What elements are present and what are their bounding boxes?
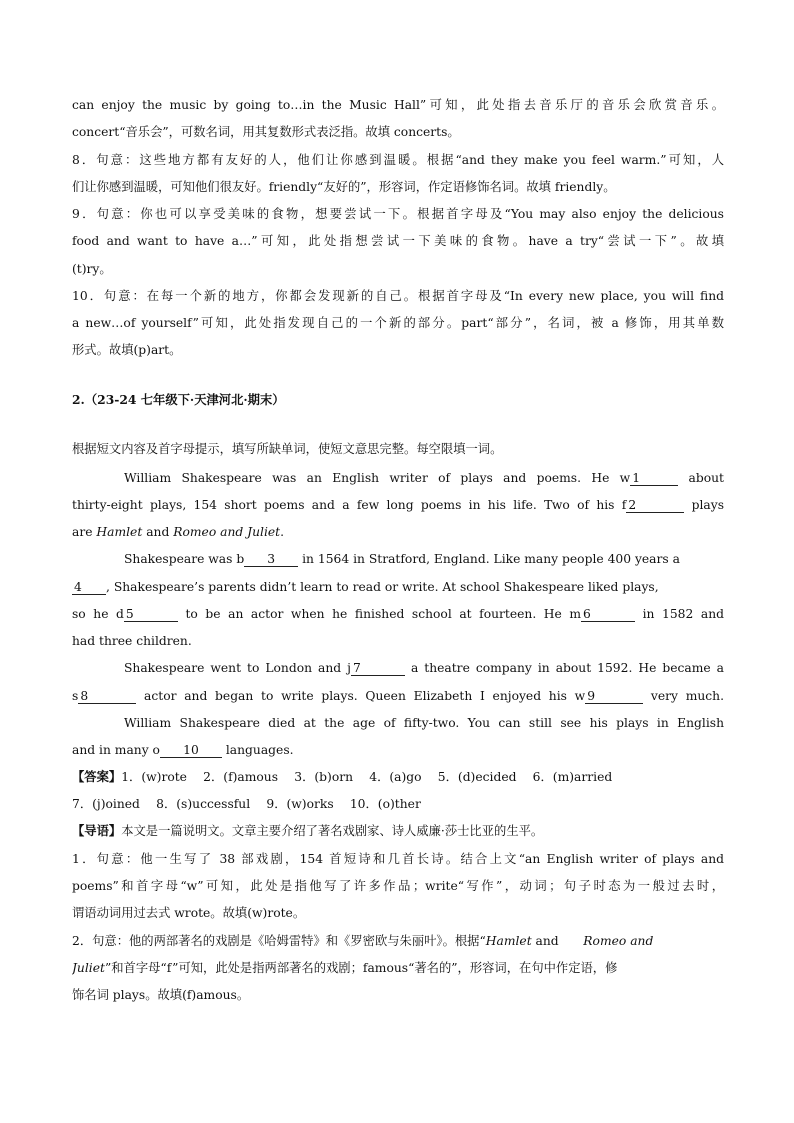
passage-line [72,742,724,758]
passage-line [72,524,724,540]
passage-text: and in many o [72,743,160,757]
blank-5[interactable]: 5 [124,608,178,622]
guide-label: 【导语】 [72,823,122,838]
answer-line [72,769,724,785]
passage-line: William Shakespeare died at the age of fifty-two. You can still see his plays in English [124,716,724,730]
text-line: 9．句意：你也可以享受美味的食物，想要尝试一下。根据首字母及“You may also enjoy the delicious [72,207,724,221]
passage-text: to be an actor when he finished school at fourteen. He m [177,607,582,621]
blank-3[interactable]: 3 [244,553,298,567]
text-line: concert“音乐会”，可数名词，用其复数形式表泛指。故填 concerts。 [72,125,460,139]
text-line: can enjoy the music by going to…in the Music Hall”可知，此处指去音乐厅的音乐会欣赏音乐。 [72,98,724,112]
text-line: 8．句意：这些地方都有友好的人，他们让你感到温暖。根据“and they make you feel warm.”可知，人 [72,153,724,167]
passage-text: a theatre company in about 1592. He became a [404,661,724,675]
passage-text: in 1582 and [635,607,724,621]
question-instruction: 根据短文内容及首字母提示，填写所缺单词，使短文意思完整。每空限填一词。 [72,442,503,456]
title-hamlet: Hamlet [96,525,143,539]
text-line: food and want to have a…”可知，此处指想尝试一下美味的食物。have a try“尝试一下”。故填 [72,234,724,248]
passage-text: . [280,525,285,539]
title-romeo-juliet: Romeo and Juliet [173,525,281,539]
blank-10[interactable]: 10 [160,744,222,758]
explanation-line [72,960,724,976]
passage-text: plays [684,498,724,512]
passage-line [124,660,724,676]
passage-line [72,688,724,704]
text-line: (t)ry。 [72,262,112,276]
text-line: 10．句意：在每一个新的地方，你都会发现新的自己。根据首字母及“In every new place, you will find [72,289,724,303]
blank-1[interactable]: 1 [630,472,678,486]
blank-6[interactable]: 6 [581,608,635,622]
guide-text: 本文是一篇说明文。文章主要介绍了著名戏剧家、诗人威廉·莎士比亚的生平。 [121,824,544,838]
passage-text: William Shakespeare was an English writer of plays and poems. He w [124,471,631,485]
explanation-line [72,933,724,949]
blank-7[interactable]: 7 [351,662,405,676]
passage-line [72,497,724,513]
answer-line: 7．(j)oined 8．(s)uccessful 9．(w)orks 10．(o)ther [72,797,421,811]
title-hamlet: Hamlet [485,934,532,948]
passage-text: actor and began to write plays. Queen Elizabeth I enjoyed his w [136,689,586,703]
text-line: a new…of yourself”可知，此处指发现自己的一个新的部分。part“部分”，名词，被 a 修饰，用其单数 [72,316,724,330]
answer-text: 1．(w)rote 2．(f)amous 3．(b)orn 4．(a)go 5．(d)ecided 6．(m)arried [121,770,613,784]
passage-line [72,579,724,595]
text-line: 形式。故填(p)art。 [72,343,182,357]
passage-text: s [72,689,79,703]
passage-line [124,551,724,567]
passage-text: so he d [72,607,124,621]
title-juliet: Juliet [72,961,105,975]
answer-label: 【答案】 [72,769,122,784]
title-romeo: Romeo and [583,934,654,948]
explanation-line: 1．句意：他一生写了 38 部戏剧，154 首短诗和几首长诗。结合上文“an English writer of plays and [72,852,724,866]
explanation-text: ”和首字母“f”可知，此处是指两部著名的戏剧；famous“著名的”，形容词，在句中作定语，修 [104,961,618,975]
passage-text: thirty-eight plays, 154 short poems and a few long poems in his life. Two of his f [72,498,627,512]
explanation-line: 饰名词 plays。故填(f)amous。 [72,988,250,1002]
passage-text: about [678,471,724,485]
blank-9[interactable]: 9 [585,690,643,704]
blank-4[interactable]: 4 [72,581,106,595]
passage-text: are [72,525,97,539]
passage-text: and [142,525,174,539]
guide-line [72,823,724,839]
passage-text: , Shakespeare’s parents didn’t learn to read or write. At school Shakespeare liked plays, [106,580,659,594]
passage-text: in 1564 in Stratford, England. Like many people 400 years a [298,552,680,566]
question-heading: 2.（23-24 七年级下·天津河北·期末） [72,392,285,407]
passage-line: had three children. [72,634,192,648]
explanation-line: 谓语动词用过去式 wrote。故填(w)rote。 [72,906,306,920]
explanation-text: and [531,934,584,948]
passage-line [72,606,724,622]
passage-text: Shakespeare went to London and j [124,661,351,675]
blank-8[interactable]: 8 [78,690,136,704]
passage-text: languages. [221,743,294,757]
explanation-text: 2．句意：他的两部著名的戏剧是《哈姆雷特》和《罗密欧与朱丽叶》。根据“ [72,934,486,948]
text-line: 们让你感到温暖，可知他们很友好。friendly“友好的”，形容词，作定语修饰名词。故填 friendly。 [72,180,616,194]
passage-text: Shakespeare was b [124,552,245,566]
passage-text: very much. [643,689,724,703]
passage-line [124,470,724,486]
blank-2[interactable]: 2 [626,499,684,513]
explanation-line: poems”和首字母“w”可知，此处是指他写了许多作品；write“写作”，动词；句子时态为一般过去时， [72,879,724,893]
